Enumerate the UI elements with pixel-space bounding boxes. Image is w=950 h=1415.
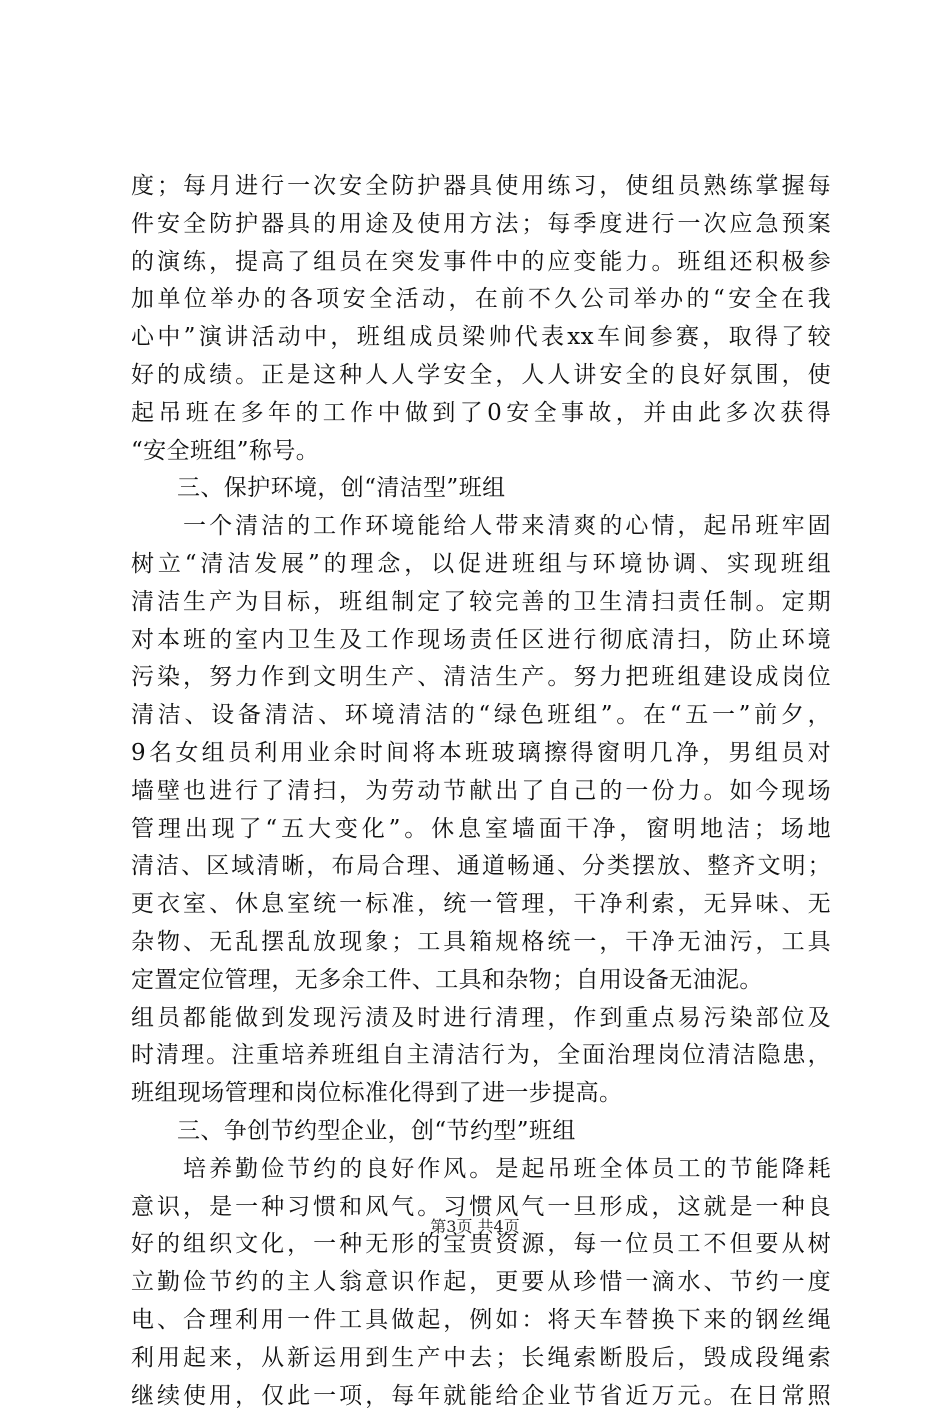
text-line: 培养勤俭节约的良好作风。是起吊班全体员工的节能降耗 xyxy=(131,1151,831,1189)
text-line: 对本班的室内卫生及工作现场责任区进行彻底清扫，防止环境 xyxy=(131,622,831,660)
text-line: 起吊班在多年的工作中做到了0安全事故，并由此多次获得 xyxy=(131,395,831,433)
text-line: 管理出现了“五大变化”。休息室墙面干净，窗明地洁；场地 xyxy=(131,811,831,849)
text-line: 件安全防护器具的用途及使用方法；每季度进行一次应急预案 xyxy=(131,206,831,244)
text-line: 清洁、设备清洁、环境清洁的“绿色班组”。在“五一”前夕， xyxy=(131,697,831,735)
text-line: 墙壁也进行了清扫，为劳动节献出了自己的一份力。如今现场 xyxy=(131,773,831,811)
text-line: 立勤俭节约的主人翁意识作起，更要从珍惜一滴水、节约一度 xyxy=(131,1264,831,1302)
text-line: 意识，是一种习惯和风气。习惯风气一旦形成，这就是一种良 xyxy=(131,1189,831,1227)
text-line: 电、合理利用一件工具做起，例如：将天车替换下来的钢丝绳 xyxy=(131,1302,831,1340)
text-line: 清洁生产为目标，班组制定了较完善的卫生清扫责任制。定期 xyxy=(131,584,831,622)
text-line: 班组现场管理和岗位标准化得到了进一步提高。 xyxy=(131,1075,831,1113)
text-line: 清洁、区域清晰，布局合理、通道畅通、分类摆放、整齐文明； xyxy=(131,848,831,886)
text-line: 的演练，提高了组员在突发事件中的应变能力。班组还积极参 xyxy=(131,244,831,282)
text-line: 组员都能做到发现污渍及时进行清理，作到重点易污染部位及 xyxy=(131,1000,831,1038)
text-line: 9名女组员利用业余时间将本班玻璃擦得窗明几净，男组员对 xyxy=(131,735,831,773)
text-line: 时清理。注重培养班组自主清洁行为，全面治理岗位清洁隐患， xyxy=(131,1037,831,1075)
text-line: 杂物、无乱摆乱放现象；工具箱规格统一，干净无油污，工具 xyxy=(131,924,831,962)
section-heading: 三、保护环境，创“清洁型”班组 xyxy=(131,470,831,508)
text-line: 树立“清洁发展”的理念，以促进班组与环境协调、实现班组 xyxy=(131,546,831,584)
text-line: 好的成绩。正是这种人人学安全，人人讲安全的良好氛围，使 xyxy=(131,357,831,395)
text-line: 度；每月进行一次安全防护器具使用练习，使组员熟练掌握每 xyxy=(131,168,831,206)
text-line: 心中”演讲活动中，班组成员梁帅代表xx车间参赛，取得了较 xyxy=(131,319,831,357)
section-heading: 三、争创节约型企业，创“节约型”班组 xyxy=(131,1113,831,1151)
text-line: 污染，努力作到文明生产、清洁生产。努力把班组建设成岗位 xyxy=(131,659,831,697)
text-line: “安全班组”称号。 xyxy=(131,433,831,471)
text-line: 好的组织文化，一种无形的宝贵资源，每一位员工不但要从树 xyxy=(131,1226,831,1264)
text-line: 更衣室、休息室统一标准，统一管理，干净利索，无异味、无 xyxy=(131,886,831,924)
text-line: 继续使用，仅此一项，每年就能给企业节省近万元。在日常照 xyxy=(131,1378,831,1415)
text-line: 一个清洁的工作环境能给人带来清爽的心情，起吊班牢固 xyxy=(131,508,831,546)
text-line: 加单位举办的各项安全活动，在前不久公司举办的“安全在我 xyxy=(131,281,831,319)
text-line: 定置定位管理，无多余工件、工具和杂物；自用设备无油泥。 xyxy=(131,962,831,1000)
page-footer: 第3页 共4页 xyxy=(0,1214,950,1237)
text-line: 利用起来，从新运用到生产中去；长绳索断股后，毁成段绳索 xyxy=(131,1340,831,1378)
